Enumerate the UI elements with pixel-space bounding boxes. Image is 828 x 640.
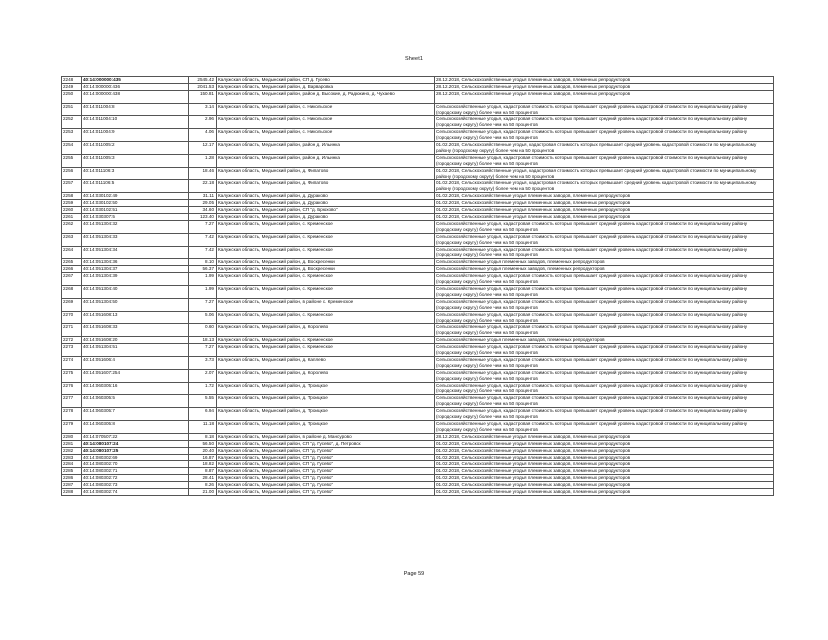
area-cell: 7.42 (189, 246, 217, 259)
row-number-cell: 2265 (62, 259, 82, 266)
description-cell: 28.12.2018, Сельскохозяйственные угодья племенных заводов, племенных репродукторов (435, 77, 774, 84)
row-number-cell: 2258 (62, 193, 82, 200)
table-body (62, 77, 774, 496)
table-row (62, 344, 774, 357)
row-number-cell: 2251 (62, 103, 82, 116)
table-row (62, 311, 774, 324)
table-row (62, 259, 774, 266)
address-cell: Калужская область, Медынский район, СП "д. Гусево" (217, 461, 435, 468)
sheet-title: Sheet1 (404, 56, 424, 62)
table-row (62, 77, 774, 84)
description-cell: Сельскохозяйственные угодья, кадастровая стоимость которых превышает средний уровень кадастровой стоимости по муниципальному району (городскому округу) более чем на 50 процентов (435, 154, 774, 167)
table-row (62, 382, 774, 395)
table-row (62, 408, 774, 421)
area-cell: 7.27 (189, 220, 217, 233)
cadastral-number-cell: 40:14:011005:3 (82, 154, 189, 167)
row-number-cell: 2272 (62, 337, 82, 344)
address-cell: Калужская область, Медынский район, д. Королево (217, 324, 435, 337)
area-cell: 2.96 (189, 116, 217, 129)
address-cell: Калужская область, Медынский район, СП "д. Гусево" (217, 454, 435, 461)
description-cell: Сельскохозяйственные угодья, кадастровая стоимость которых превышает средний уровень кадастровой стоимости по муниципальному району (городскому округу) более чем на 50 процентов (435, 421, 774, 434)
address-cell: Калужская область, Медынский район, д. Дураково (217, 193, 435, 200)
address-cell: Калужская область, Медынский район, д. Троицкое (217, 408, 435, 421)
table-row (62, 475, 774, 482)
address-cell: Калужская область, Медынский район, д. Варваровка (217, 83, 435, 90)
table-row (62, 214, 774, 221)
address-cell: Калужская область, Медынский район, в районе с. Кременское (217, 298, 435, 311)
cadastral-number-cell: 40:14:051304:33 (82, 233, 189, 246)
description-cell: 01.02.2018, Сельскохозяйственные угодья племенных заводов, племенных репродукторов (435, 489, 774, 496)
area-cell: 8.26 (189, 482, 217, 489)
address-cell: Калужская область, Медынский район, с. Кременское (217, 233, 435, 246)
area-cell: 1.72 (189, 382, 217, 395)
row-number-cell: 2286 (62, 475, 82, 482)
description-cell: 01.02.2018, Сельскохозяйственные угодья племенных заводов, племенных репродукторов (435, 447, 774, 454)
cadastral-number-cell: 40:14:080302:74 (82, 489, 189, 496)
cadastral-number-cell: 40:14:080107:24 (82, 440, 189, 447)
table-row (62, 180, 774, 193)
description-cell: Сельскохозяйственные угодья, кадастровая стоимость которых превышает средний уровень кадастровой стоимости по муниципальному району (городскому округу) более чем на 50 процентов (435, 220, 774, 233)
description-cell: 01.02.2018, Сельскохозяйственные угодья, кадастровая стоимость которых превышает средний уровень кадастровой стоимости по муниципальному району (городскому округу) более чем на 50 процентов (435, 180, 774, 193)
table-row (62, 337, 774, 344)
cadastral-number-cell: 40:14:060305:8 (82, 421, 189, 434)
table-row (62, 200, 774, 207)
address-cell: Калужская область, Медынский район, с. Кременское (217, 285, 435, 298)
table-row (62, 154, 774, 167)
table-row (62, 468, 774, 475)
address-cell: Калужская область, Медынский район, с. Никольское (217, 103, 435, 116)
row-number-cell: 2282 (62, 447, 82, 454)
address-cell: Калужская область, Медынский район, СП "д. Гусево" (217, 489, 435, 496)
table-row (62, 246, 774, 259)
table-row (62, 207, 774, 214)
area-cell: 31.11 (189, 193, 217, 200)
table-row (62, 103, 774, 116)
description-cell: Сельскохозяйственные угодья, кадастровая стоимость которых превышает средний уровень кадастровой стоимости по муниципальному району (городскому округу) более чем на 50 процентов (435, 356, 774, 369)
area-cell: 34.60 (189, 207, 217, 214)
area-cell: 7.27 (189, 344, 217, 357)
table-row (62, 395, 774, 408)
area-cell: 8.10 (189, 259, 217, 266)
row-number-cell: 2288 (62, 489, 82, 496)
table-row (62, 83, 774, 90)
cadastral-number-cell: 40:14:000000:436 (82, 83, 189, 90)
cadastral-number-cell: 40:14:000000:435 (82, 77, 189, 84)
table-row (62, 482, 774, 489)
row-number-cell: 2285 (62, 468, 82, 475)
address-cell: Калужская область, Медынский район, с. Никольское (217, 129, 435, 142)
row-number-cell: 2284 (62, 461, 82, 468)
description-cell: 01.02.2018, Сельскохозяйственные угодья племенных заводов, племенных репродукторов (435, 193, 774, 200)
row-number-cell: 2283 (62, 454, 82, 461)
table-row (62, 220, 774, 233)
address-cell: Калужская область, Медынский район, д. Фипатово (217, 180, 435, 193)
address-cell: Калужская область, Медынский район, д. Троицкое (217, 382, 435, 395)
description-cell: 01.02.2018, Сельскохозяйственные угодья племенных заводов, племенных репродукторов (435, 475, 774, 482)
row-number-cell: 2275 (62, 369, 82, 382)
cadastral-number-cell: 40:14:051304:37 (82, 266, 189, 273)
cadastral-number-cell: 40:14:030102:51 (82, 207, 189, 214)
description-cell: Сельскохозяйственные угодья, кадастровая стоимость которых превышает средний уровень кадастровой стоимости по муниципальному району (городскому округу) более чем на 50 процентов (435, 408, 774, 421)
table-row (62, 273, 774, 286)
address-cell: Калужская область, Медынский район, д. Королево (217, 369, 435, 382)
table-row (62, 324, 774, 337)
table-row (62, 421, 774, 434)
area-cell: 1.99 (189, 285, 217, 298)
row-number-cell: 2249 (62, 83, 82, 90)
cadastral-number-cell: 40:14:000000:438 (82, 90, 189, 103)
table-row (62, 369, 774, 382)
cadastral-number-cell: 40:14:080302:73 (82, 482, 189, 489)
description-cell: 01.02.2018, Сельскохозяйственные угодья племенных заводов, племенных репродукторов (435, 207, 774, 214)
cadastral-number-cell: 40:14:011106:3 (82, 167, 189, 180)
address-cell: Калужская область, Медынский район, с. Никольское (217, 116, 435, 129)
cadastral-number-cell: 40:14:051304:39 (82, 273, 189, 286)
cadastral-number-cell: 40:14:030102:49 (82, 193, 189, 200)
row-number-cell: 2268 (62, 285, 82, 298)
area-cell: 18.13 (189, 337, 217, 344)
cadastral-number-cell: 40:14:051606:4 (82, 356, 189, 369)
area-cell: 8.87 (189, 468, 217, 475)
address-cell: Калужская область, Медынский район, с. Кременское (217, 311, 435, 324)
area-cell: 3.73 (189, 356, 217, 369)
row-number-cell: 2262 (62, 220, 82, 233)
area-cell: 2041.53 (189, 83, 217, 90)
cadastral-number-cell: 40:14:051608:20 (82, 337, 189, 344)
cadastral-number-cell: 40:14:051608:33 (82, 324, 189, 337)
cadastral-number-cell: 40:14:011106:5 (82, 180, 189, 193)
cadastral-number-cell: 40:14:080302:72 (82, 475, 189, 482)
description-cell: 01.02.2018, Сельскохозяйственные угодья племенных заводов, племенных репродукторов (435, 468, 774, 475)
address-cell: Калужская область, Медынский район, д. Троицкое (217, 395, 435, 408)
row-number-cell: 2263 (62, 233, 82, 246)
area-cell: 22.18 (189, 180, 217, 193)
area-cell: 16.87 (189, 454, 217, 461)
description-cell: Сельскохозяйственные угодья, кадастровая стоимость которых превышает средний уровень кадастровой стоимости по муниципальному району (городскому округу) более чем на 50 процентов (435, 344, 774, 357)
address-cell: Калужская область, Медынский район, СП "д. Гусево", д. Петровск (217, 440, 435, 447)
cadastral-number-cell: 40:14:030102:50 (82, 200, 189, 207)
cadastral-number-cell: 40:14:080302:69 (82, 454, 189, 461)
description-cell: 01.02.2018, Сельскохозяйственные угодья племенных заводов, племенных репродукторов (435, 214, 774, 221)
cadastral-number-cell: 40:14:060305:5 (82, 395, 189, 408)
address-cell: Калужская область, Медынский район, с. Кременское (217, 337, 435, 344)
row-number-cell: 2250 (62, 90, 82, 103)
description-cell: 01.02.2018, Сельскохозяйственные угодья племенных заводов, племенных репродукторов (435, 440, 774, 447)
area-cell: 2.07 (189, 369, 217, 382)
address-cell: Калужская область, Медынский район, с. Кременское (217, 344, 435, 357)
area-cell: 5.55 (189, 395, 217, 408)
address-cell: Калужская область, Медынский район, д. Дураково (217, 200, 435, 207)
address-cell: Калужская область, Медынский район, СП "д. Брюхово" (217, 207, 435, 214)
address-cell: Калужская область, Медынский район, район д. Высокие, д. Радюкино, д. Чухаево (217, 90, 435, 103)
table-row (62, 90, 774, 103)
row-number-cell: 2259 (62, 200, 82, 207)
row-number-cell: 2261 (62, 214, 82, 221)
description-cell: 01.02.2018, Сельскохозяйственные угодья племенных заводов, племенных репродукторов (435, 482, 774, 489)
description-cell: 28.12.2018, Сельскохозяйственные угодья племенных заводов, племенных репродукторов (435, 90, 774, 103)
row-number-cell: 2270 (62, 311, 82, 324)
row-number-cell: 2254 (62, 142, 82, 155)
table-row (62, 167, 774, 180)
description-cell: Сельскохозяйственные угодья, кадастровая стоимость которых превышает средний уровень кадастровой стоимости по муниципальному району (городскому округу) более чем на 50 процентов (435, 116, 774, 129)
cadastral-number-cell: 40:14:051304:36 (82, 259, 189, 266)
row-number-cell: 2277 (62, 395, 82, 408)
cadastral-number-cell: 40:14:060305:16 (82, 382, 189, 395)
table-row (62, 129, 774, 142)
row-number-cell: 2271 (62, 324, 82, 337)
area-cell: 3.14 (189, 103, 217, 116)
cadastral-number-cell: 40:14:051304:32 (82, 220, 189, 233)
row-number-cell: 2266 (62, 266, 82, 273)
area-cell: 11.18 (189, 421, 217, 434)
row-number-cell: 2248 (62, 77, 82, 84)
area-cell: 1.99 (189, 273, 217, 286)
area-cell: 7.42 (189, 233, 217, 246)
description-cell: Сельскохозяйственные угодья, кадастровая стоимость которых превышает средний уровень кадастровой стоимости по муниципальному району (городскому округу) более чем на 50 процентов (435, 395, 774, 408)
description-cell: 01.02.2018, Сельскохозяйственные угодья племенных заводов, племенных репродукторов (435, 461, 774, 468)
table-row (62, 142, 774, 155)
area-cell: 20.40 (189, 447, 217, 454)
address-cell: Калужская область, Медынский район, СП "д. Гусево" (217, 482, 435, 489)
area-cell: 4.06 (189, 129, 217, 142)
cadastral-number-cell: 40:14:030307:5 (82, 214, 189, 221)
row-number-cell: 2273 (62, 344, 82, 357)
table-row (62, 193, 774, 200)
table-row (62, 233, 774, 246)
row-number-cell: 2280 (62, 433, 82, 440)
cadastral-number-cell: 40:14:051608:13 (82, 311, 189, 324)
description-cell: Сельскохозяйственные угодья, кадастровая стоимость которых превышает средний уровень кадастровой стоимости по муниципальному району (городскому округу) более чем на 50 процентов (435, 369, 774, 382)
cadastral-number-cell: 40:14:051304:50 (82, 298, 189, 311)
area-cell: 12.17 (189, 142, 217, 155)
table-row (62, 266, 774, 273)
area-cell: 150.81 (189, 90, 217, 103)
cadastral-number-cell: 40:14:051607:254 (82, 369, 189, 382)
area-cell: 21.00 (189, 489, 217, 496)
address-cell: Калужская область, Медынский район, д. Каплево (217, 356, 435, 369)
description-cell: Сельскохозяйственные угодья, кадастровая стоимость которых превышает средний уровень кадастровой стоимости по муниципальному району (городскому округу) более чем на 50 процентов (435, 273, 774, 286)
description-cell: 28.12.2018, Сельскохозяйственные угодья племенных заводов, племенных репродукторов (435, 433, 774, 440)
description-cell: 01.02.2018, Сельскохозяйственные угодья племенных заводов, племенных репродукторов (435, 454, 774, 461)
address-cell: Калужская область, Медынский район, район д. Ильинка (217, 154, 435, 167)
area-cell: 5.06 (189, 311, 217, 324)
address-cell: Калужская область, Медынский район, д. Дураково (217, 214, 435, 221)
address-cell: Калужская область, Медынский район, в районе д. Мансурово (217, 433, 435, 440)
table-row (62, 461, 774, 468)
table-row (62, 489, 774, 496)
row-number-cell: 2257 (62, 180, 82, 193)
area-cell: 0.60 (189, 324, 217, 337)
row-number-cell: 2274 (62, 356, 82, 369)
address-cell: Калужская область, Медынский район, СП "д. Гусево" (217, 475, 435, 482)
area-cell: 56.37 (189, 266, 217, 273)
description-cell: Сельскохозяйственные угодья, кадастровая стоимость которых превышает средний уровень кадастровой стоимости по муниципальному району (городскому округу) более чем на 50 процентов (435, 324, 774, 337)
address-cell: Калужская область, Медынский район, СП "д. Гусево" (217, 468, 435, 475)
row-number-cell: 2253 (62, 129, 82, 142)
table-row (62, 433, 774, 440)
row-number-cell: 2276 (62, 382, 82, 395)
cadastral-number-cell: 40:14:080302:70 (82, 461, 189, 468)
area-cell: 29.05 (189, 200, 217, 207)
address-cell: Калужская область, Медынский район, д. Фипатово (217, 167, 435, 180)
description-cell: 01.02.2018, Сельскохозяйственные угодья, кадастровая стоимость которых превышает средний уровень кадастровой стоимости по муниципальному району (городскому округу) более чем на 50 процентов (435, 167, 774, 180)
address-cell: Калужская область, Медынский район, СП "д. Гусево" (217, 447, 435, 454)
cadastral-number-cell: 40:14:080302:71 (82, 468, 189, 475)
area-cell: 1.28 (189, 154, 217, 167)
description-cell: Сельскохозяйственные угодья племенных заводов, племенных репродукторов (435, 259, 774, 266)
cadastral-number-cell: 40:14:051304:51 (82, 344, 189, 357)
row-number-cell: 2287 (62, 482, 82, 489)
row-number-cell: 2278 (62, 408, 82, 421)
cadastral-number-cell: 40:14:070507:22 (82, 433, 189, 440)
area-cell: 6.94 (189, 408, 217, 421)
area-cell: 18.46 (189, 167, 217, 180)
cadastral-number-cell: 40:14:011004:8 (82, 103, 189, 116)
address-cell: Калужская область, Медынский район, д. Троицкое (217, 421, 435, 434)
table-row (62, 454, 774, 461)
description-cell: 01.02.2018, Сельскохозяйственные угодья племенных заводов, племенных репродукторов (435, 200, 774, 207)
row-number-cell: 2264 (62, 246, 82, 259)
description-cell: Сельскохозяйственные угодья, кадастровая стоимость которых превышает средний уровень кадастровой стоимости по муниципальному району (городскому округу) более чем на 50 процентов (435, 311, 774, 324)
row-number-cell: 2279 (62, 421, 82, 434)
row-number-cell: 2252 (62, 116, 82, 129)
cadastral-number-cell: 40:14:051304:40 (82, 285, 189, 298)
address-cell: Калужская область, Медынский район, СП д. Гусево (217, 77, 435, 84)
table-row (62, 356, 774, 369)
table-row (62, 447, 774, 454)
description-cell: Сельскохозяйственные угодья, кадастровая стоимость которых превышает средний уровень кадастровой стоимости по муниципальному району (городскому округу) более чем на 50 процентов (435, 246, 774, 259)
cadastral-number-cell: 40:14:080107:25 (82, 447, 189, 454)
description-cell: Сельскохозяйственные угодья, кадастровая стоимость которых превышает средний уровень кадастровой стоимости по муниципальному району (городскому округу) более чем на 50 процентов (435, 233, 774, 246)
cadastral-number-cell: 40:14:011005:2 (82, 142, 189, 155)
description-cell: Сельскохозяйственные угодья, кадастровая стоимость которых превышает средний уровень кадастровой стоимости по муниципальному району (городскому округу) более чем на 50 процентов (435, 129, 774, 142)
description-cell: Сельскохозяйственные угодья, кадастровая стоимость которых превышает средний уровень кадастровой стоимости по муниципальному району (городскому округу) более чем на 50 процентов (435, 103, 774, 116)
address-cell: Калужская область, Медынский район, с. Кременское (217, 220, 435, 233)
description-cell: Сельскохозяйственные угодья, кадастровая стоимость которых превышает средний уровень кадастровой стоимости по муниципальному району (городскому округу) более чем на 50 процентов (435, 298, 774, 311)
description-cell: Сельскохозяйственные угодья, кадастровая стоимость которых превышает средний уровень кадастровой стоимости по муниципальному району (городскому округу) более чем на 50 процентов (435, 285, 774, 298)
area-cell: 56.50 (189, 440, 217, 447)
row-number-cell: 2255 (62, 154, 82, 167)
description-cell: Сельскохозяйственные угодья племенных заводов, племенных репродукторов (435, 266, 774, 273)
cadastral-number-cell: 40:14:060305:7 (82, 408, 189, 421)
table-row (62, 285, 774, 298)
table-row (62, 440, 774, 447)
area-cell: 18.82 (189, 461, 217, 468)
row-number-cell: 2267 (62, 273, 82, 286)
area-cell: 28.41 (189, 475, 217, 482)
cadastral-number-cell: 40:14:011004:10 (82, 116, 189, 129)
table-row (62, 116, 774, 129)
description-cell: Сельскохозяйственные угодья племенных заводов, племенных репродукторов (435, 337, 774, 344)
cadastral-table (61, 76, 774, 496)
row-number-cell: 2281 (62, 440, 82, 447)
description-cell: 28.12.2018, Сельскохозяйственные угодья племенных заводов, племенных репродукторов (435, 83, 774, 90)
row-number-cell: 2256 (62, 167, 82, 180)
cadastral-number-cell: 40:14:011004:9 (82, 129, 189, 142)
area-cell: 8.18 (189, 433, 217, 440)
address-cell: Калужская область, Медынский район, район д. Ильинка (217, 142, 435, 155)
row-number-cell: 2260 (62, 207, 82, 214)
page-number: Page 59 (403, 571, 425, 577)
area-cell: 123.40 (189, 214, 217, 221)
address-cell: Калужская область, Медынский район, с. Кременское (217, 273, 435, 286)
cadastral-number-cell: 40:14:051304:34 (82, 246, 189, 259)
area-cell: 7.27 (189, 298, 217, 311)
address-cell: Калужская область, Медынский район, д. Воскресенки (217, 266, 435, 273)
description-cell: Сельскохозяйственные угодья, кадастровая стоимость которых превышает средний уровень кадастровой стоимости по муниципальному району (городскому округу) более чем на 50 процентов (435, 382, 774, 395)
table-row (62, 298, 774, 311)
area-cell: 2545.42 (189, 77, 217, 84)
address-cell: Калужская область, Медынский район, с. Кременское (217, 246, 435, 259)
row-number-cell: 2269 (62, 298, 82, 311)
address-cell: Калужская область, Медынский район, д. Воскресенки (217, 259, 435, 266)
description-cell: 01.02.2018, Сельскохозяйственные угодья, кадастровая стоимость которых превышает средний уровень кадастровой стоимости по муниципальному району (городскому округу) более чем на 50 процентов (435, 142, 774, 155)
